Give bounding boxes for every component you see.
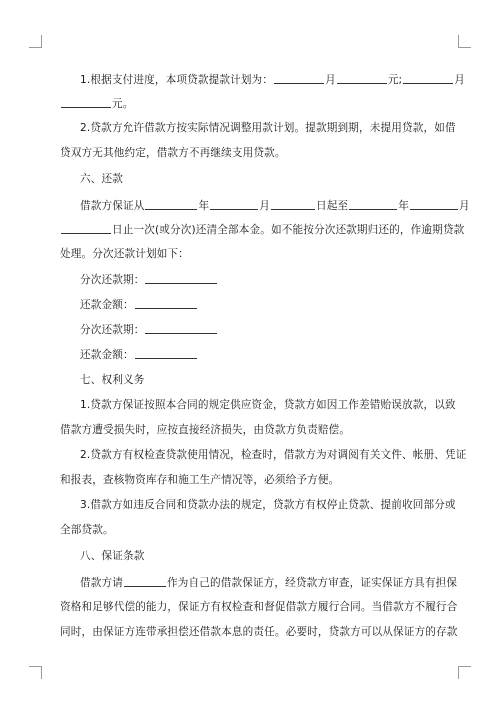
section-heading-guarantee: 八、保证条款 — [80, 550, 145, 562]
blank-field — [210, 198, 258, 210]
rights-1-line-2: 借款方遭受损失时，应按直接经济损失，由贷款方负责赔偿。 — [60, 424, 351, 436]
blank-field — [135, 297, 197, 309]
repay-amount-row-1: 还款金额： — [80, 297, 444, 312]
repayment-line-3: 处理。分次还款计划如下： — [60, 248, 189, 260]
blank-field — [410, 198, 458, 210]
repay-amount-row-2: 还款金额： — [80, 347, 444, 362]
blank-field — [145, 272, 217, 284]
rights-3-line-2: 全部贷款。 — [60, 524, 114, 536]
guarantee-line-1: 借款方请 作为自己的借款保证方，经贷款方审查，证实保证方具有担保 — [80, 577, 458, 589]
blank-field — [337, 72, 387, 84]
section-heading-repayment: 六、还款 — [80, 173, 123, 185]
withdrawal-plan-line-1: 1.根据支付进度，本项贷款提款计划为： 月 元; 月 — [80, 74, 466, 86]
blank-field — [349, 198, 397, 210]
crop-mark-top-right — [458, 35, 471, 48]
withdrawal-adjust-line-2: 贷双方无其他约定，借款方不再继续支用贷款。 — [60, 147, 286, 159]
blank-field — [145, 198, 197, 210]
blank-field — [135, 347, 197, 359]
rights-2-line-1: 2.贷款方有权检查贷款使用情况，检查时，借款方为对调阅有关文件、帐册、凭证 — [80, 449, 467, 461]
guarantee-line-2: 资格和足够代偿的能力，保证方有权检查和督促借款方履行合同。当借款方不履行合 — [60, 601, 458, 613]
blank-field — [271, 198, 315, 210]
installment-date-row-1: 分次还款期： — [80, 272, 444, 287]
guarantee-line-3: 同时，由保证方连带承担偿还借款本息的责任。必要时，贷款方可以从保证方的存款 — [60, 626, 458, 638]
crop-mark-bottom-right — [458, 666, 471, 679]
section-heading-rights: 七、权利义务 — [80, 374, 145, 386]
repayment-line-2: 日止一次(或分次)还清全部本金。如不能按分次还款期归还的，作逾期贷款 — [60, 222, 444, 237]
crop-mark-bottom-left — [29, 666, 42, 679]
blank-field — [274, 72, 324, 84]
blank-field — [403, 72, 453, 84]
rights-3-line-1: 3.借款方如违反合同和贷款办法的规定，贷款方有权停止贷款、提前收回部分或 — [80, 499, 456, 511]
blank-field — [61, 96, 111, 108]
blank-field — [145, 322, 217, 334]
withdrawal-plan-line-2: 元。 — [60, 96, 444, 111]
rights-2-line-2: 和报表，查核物资库存和施工生产情况等，必须给予方便。 — [60, 474, 340, 486]
withdrawal-adjust-line-1: 2.贷款方允许借款方按实际情况调整用款计划。提款期到期，未提用贷款，如借 — [80, 122, 456, 134]
blank-field — [124, 575, 166, 587]
installment-date-row-2: 分次还款期： — [80, 322, 444, 337]
rights-1-line-1: 1.贷款方保证按照本合同的规定供应资金，贷款方如因工作差错贻误放款，以致 — [80, 399, 456, 411]
repayment-line-1: 借款方保证从 年 月 日起至 年 月 — [80, 200, 470, 212]
crop-mark-top-left — [29, 35, 42, 48]
blank-field — [61, 222, 111, 234]
